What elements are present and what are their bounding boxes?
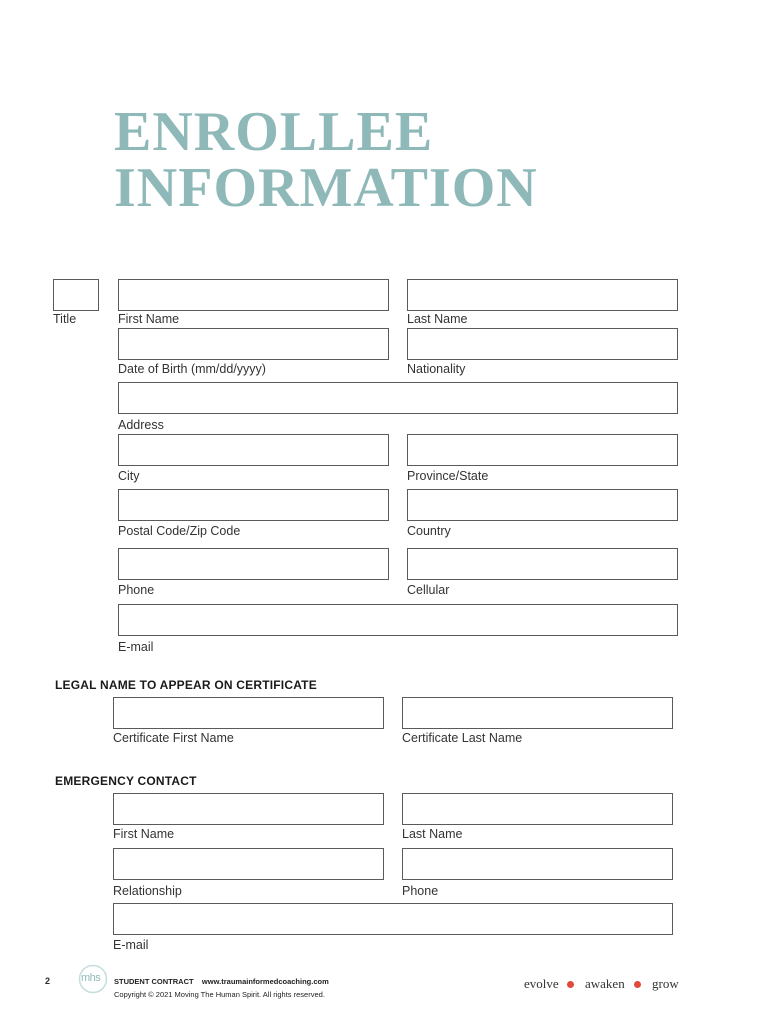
cert-first-name-field[interactable] (113, 697, 384, 729)
logo-text: mhs (81, 972, 101, 984)
emergency-relationship-label: Relationship (113, 884, 182, 898)
province-label: Province/State (407, 469, 489, 483)
title-field[interactable] (53, 279, 99, 311)
legal-name-heading: LEGAL NAME TO APPEAR ON CERTIFICATE (55, 678, 317, 692)
title-line-1: ENROLLEE (114, 101, 434, 163)
emergency-email-label: E-mail (113, 938, 149, 952)
cellular-label: Cellular (407, 583, 450, 597)
cert-last-name-field[interactable] (402, 697, 673, 729)
address-label: Address (118, 418, 164, 432)
emergency-first-name-field[interactable] (113, 793, 384, 825)
emergency-contact-heading: EMERGENCY CONTACT (55, 774, 197, 788)
logo-icon (78, 964, 108, 994)
city-field[interactable] (118, 434, 389, 466)
page-title (114, 101, 538, 219)
dob-label: Date of Birth (mm/dd/yyyy) (118, 362, 266, 376)
province-field[interactable] (407, 434, 678, 466)
tag-awaken: awaken (585, 976, 625, 991)
emergency-phone-field[interactable] (402, 848, 673, 880)
email-field[interactable] (118, 604, 678, 636)
emergency-relationship-field[interactable] (113, 848, 384, 880)
last-name-label: Last Name (407, 312, 468, 326)
first-name-label: First Name (118, 312, 180, 326)
nationality-field[interactable] (407, 328, 678, 360)
postal-label: Postal Code/Zip Code (118, 524, 241, 538)
postal-field[interactable] (118, 489, 389, 521)
title-line-2: INFORMATION (114, 157, 538, 219)
footer-url: www.traumainformedcoaching.com (201, 977, 329, 986)
emergency-email-field[interactable] (113, 903, 673, 935)
title-label: Title (53, 312, 77, 326)
footer-contract: STUDENT CONTRACT (114, 977, 194, 986)
emergency-last-name-field[interactable] (402, 793, 673, 825)
email-label: E-mail (118, 640, 154, 654)
tag-evolve: evolve (524, 976, 559, 991)
phone-field[interactable] (118, 548, 389, 580)
red-dot-icon (567, 981, 574, 988)
cert-last-name-label: Certificate Last Name (402, 731, 523, 745)
footer-copyright: Copyright © 2021 Moving The Human Spirit. All rights reserved. (114, 990, 325, 999)
tag-grow: grow (652, 976, 679, 991)
emergency-first-name-label: First Name (113, 827, 175, 841)
page-number: 2 (45, 976, 51, 986)
emergency-last-name-label: Last Name (402, 827, 463, 841)
address-field[interactable] (118, 382, 678, 414)
country-field[interactable] (407, 489, 678, 521)
last-name-field[interactable] (407, 279, 678, 311)
nationality-label: Nationality (407, 362, 466, 376)
cellular-field[interactable] (407, 548, 678, 580)
city-label: City (118, 469, 140, 483)
phone-label: Phone (118, 583, 155, 597)
red-dot-icon (634, 981, 641, 988)
dob-field[interactable] (118, 328, 389, 360)
first-name-field[interactable] (118, 279, 389, 311)
cert-first-name-label: Certificate First Name (113, 731, 234, 745)
emergency-phone-label: Phone (402, 884, 439, 898)
footer-contract-line (114, 977, 329, 986)
country-label: Country (407, 524, 451, 538)
